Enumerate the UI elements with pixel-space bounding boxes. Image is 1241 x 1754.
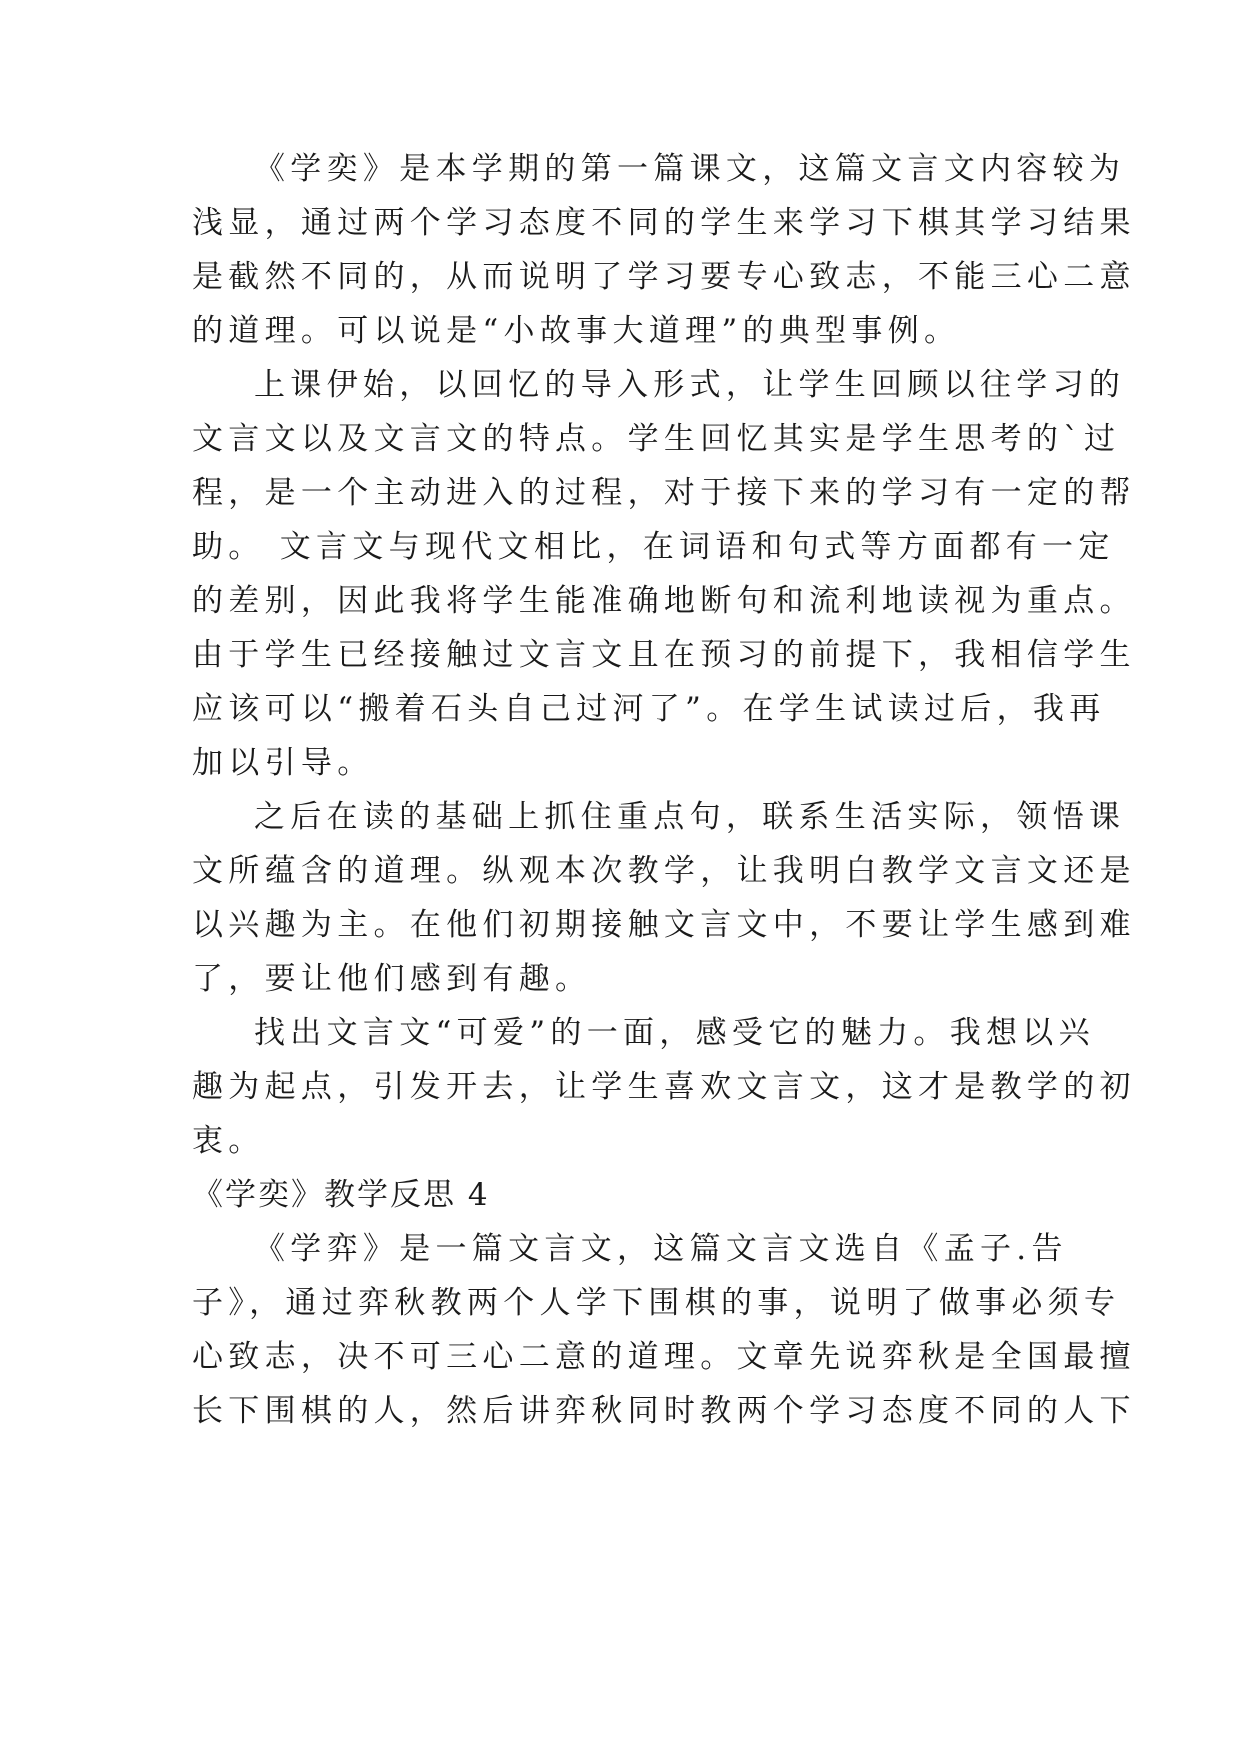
- paragraph-4-line-3: 衷。: [192, 1123, 265, 1159]
- paragraph-1-line-2: 浅显，通过两个学习态度不同的学生来学习下棋其学习结果: [192, 205, 1136, 241]
- paragraph-2-line-8: 加以引导。: [192, 745, 374, 781]
- paragraph-3-line-2: 文所蕴含的道理。纵观本次教学，让我明白教学文言文还是: [192, 853, 1136, 889]
- paragraph-2-line-5: 的差别，因此我将学生能准确地断句和流利地读视为重点。: [192, 583, 1136, 619]
- paragraph-2-line-3: 程，是一个主动进入的过程，对于接下来的学习有一定的帮: [192, 475, 1136, 511]
- paragraph-5-line-4: 长下围棋的人，然后讲弈秋同时教两个学习态度不同的人下: [192, 1393, 1136, 1429]
- paragraph-2-line-4: 助。 文言文与现代文相比，在词语和句式等方面都有一定: [192, 529, 1115, 565]
- paragraph-4-line-2: 趣为起点，引发开去，让学生喜欢文言文，这才是教学的初: [192, 1069, 1136, 1105]
- paragraph-4-line-1: 找出文言文“可爱”的一面，感受它的魅力。我想以兴: [254, 1015, 1095, 1051]
- paragraph-5-line-1: 《学弈》是一篇文言文，这篇文言文选自《孟子.告: [254, 1231, 1068, 1267]
- paragraph-1-line-3: 是截然不同的，从而说明了学习要专心致志，不能三心二意: [192, 259, 1136, 295]
- paragraph-3-line-1: 之后在读的基础上抓住重点句，联系生活实际，领悟课: [254, 799, 1126, 835]
- paragraph-2-line-1: 上课伊始，以回忆的导入形式，让学生回顾以往学习的: [254, 367, 1126, 403]
- paragraph-1-line-4: 的道理。可以说是“小故事大道理”的典型事例。: [192, 313, 961, 349]
- section-heading: 《学奕》教学反思 4: [192, 1177, 490, 1213]
- paragraph-5-line-3: 心致志，决不可三心二意的道理。文章先说弈秋是全国最擅: [192, 1339, 1136, 1375]
- paragraph-3-line-3: 以兴趣为主。在他们初期接触文言文中，不要让学生感到难: [192, 907, 1136, 943]
- paragraph-2-line-6: 由于学生已经接触过文言文且在预习的前提下，我相信学生: [192, 637, 1136, 673]
- paragraph-1-line-1: 《学奕》是本学期的第一篇课文，这篇文言文内容较为: [254, 151, 1126, 187]
- paragraph-5-line-2: 子》，通过弈秋教两个人学下围棋的事，说明了做事必须专: [192, 1285, 1121, 1321]
- paragraph-3-line-4: 了，要让他们感到有趣。: [192, 961, 592, 997]
- paragraph-2-line-7: 应该可以“搬着石头自己过河了”。在学生试读过后，我再: [192, 691, 1106, 727]
- paragraph-2-line-2: 文言文以及文言文的特点。学生回忆其实是学生思考的`过: [192, 421, 1121, 457]
